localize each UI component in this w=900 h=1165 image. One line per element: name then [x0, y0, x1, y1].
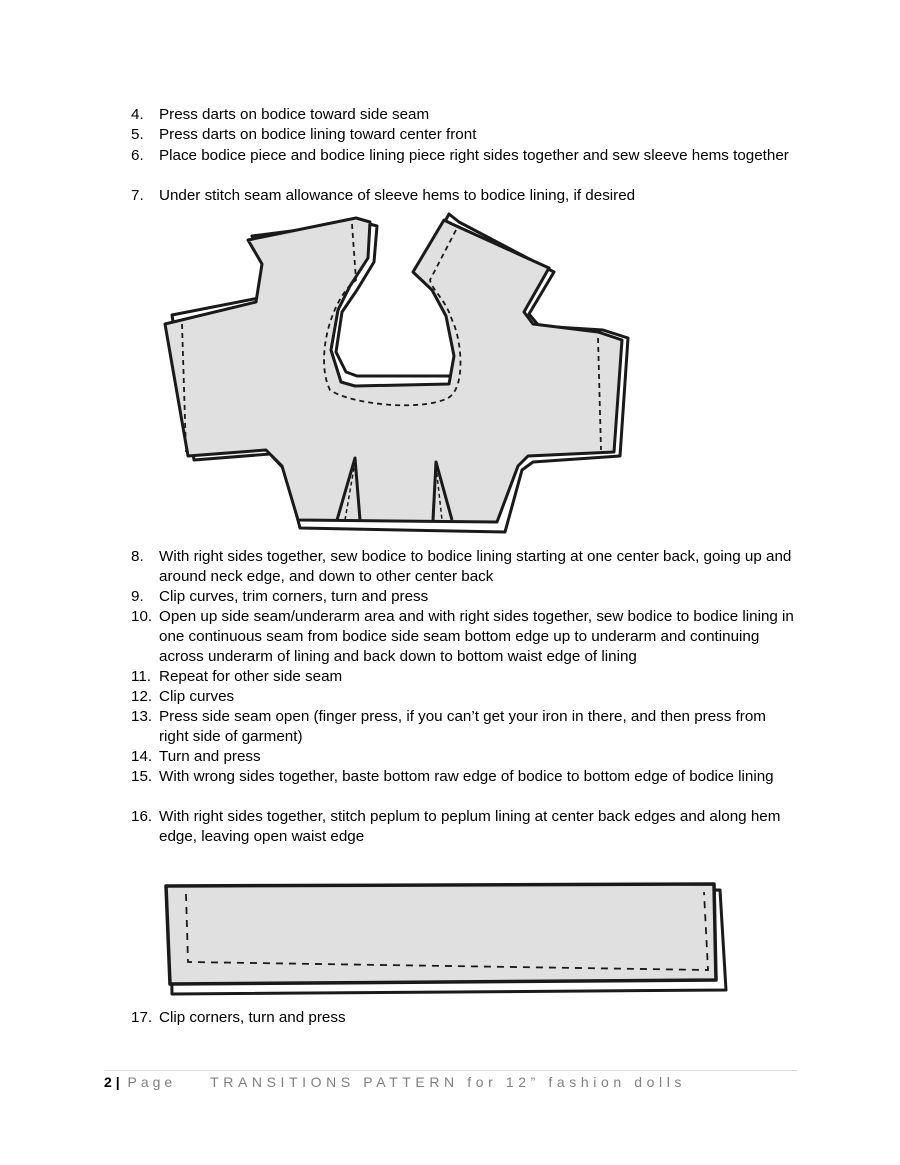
step-text: Under stitch seam allowance of sleeve hems to bodice lining, if desired	[159, 187, 636, 204]
page-word: Page	[127, 1074, 177, 1090]
step-number: 16.	[131, 808, 153, 825]
step-number: 4.	[131, 106, 144, 123]
step-number: 9.	[131, 588, 144, 605]
step-text: Clip curves	[159, 688, 235, 705]
step-number: 8.	[131, 548, 144, 565]
bodice-outline	[165, 218, 622, 522]
footer-rule	[104, 1070, 797, 1071]
bodice-illustration	[155, 210, 645, 535]
step-number: 6.	[131, 147, 144, 164]
step-number: 11.	[131, 668, 151, 685]
step-number: 17.	[131, 1009, 153, 1026]
step-number: 13.	[131, 708, 153, 725]
footer-title: TRANSITIONS PATTERN for 12” fashion dolls	[210, 1074, 687, 1090]
step-number: 12.	[131, 688, 153, 705]
footer-separator: |	[115, 1074, 120, 1090]
step-text: Press darts on bodice toward side seam	[159, 106, 430, 123]
step-number: 7.	[131, 187, 144, 204]
step-text: Clip curves, trim corners, turn and press	[159, 588, 429, 605]
step-text: Open up side seam/underarm area and with right sides together, sew bodice to bodice lining in one continuous seam from bodice side seam bottom edge up to underarm and continuing across underarm of lining and back down to bottom waist edge of lining	[159, 608, 794, 665]
peplum-illustration	[158, 872, 733, 997]
step-number: 15.	[131, 768, 153, 785]
step-text: Repeat for other side seam	[159, 668, 343, 685]
step-text: With right sides together, stitch peplum to peplum lining at center back edges and along hem edge, leaving open waist edge	[159, 808, 781, 845]
step-text: Place bodice piece and bodice lining piece right sides together and sew sleeve hems together	[159, 147, 789, 164]
step-text: With right sides together, sew bodice to bodice lining starting at one center back, going up and around neck edge, and down to other center back	[159, 548, 792, 585]
step-number: 10.	[131, 608, 153, 625]
step-number: 5.	[131, 126, 144, 143]
step-number: 14.	[131, 748, 153, 765]
step-text: Press darts on bodice lining toward center front	[159, 126, 477, 143]
step-text: Press side seam open (finger press, if you can’t get your iron in there, and then press from right side of garment)	[159, 708, 766, 745]
step-text: Clip corners, turn and press	[159, 1009, 346, 1026]
page-number: 2	[104, 1074, 112, 1090]
step-text: Turn and press	[159, 748, 261, 765]
step-text: With wrong sides together, baste bottom raw edge of bodice to bottom edge of bodice lining	[159, 768, 774, 785]
page-footer	[104, 1074, 686, 1090]
